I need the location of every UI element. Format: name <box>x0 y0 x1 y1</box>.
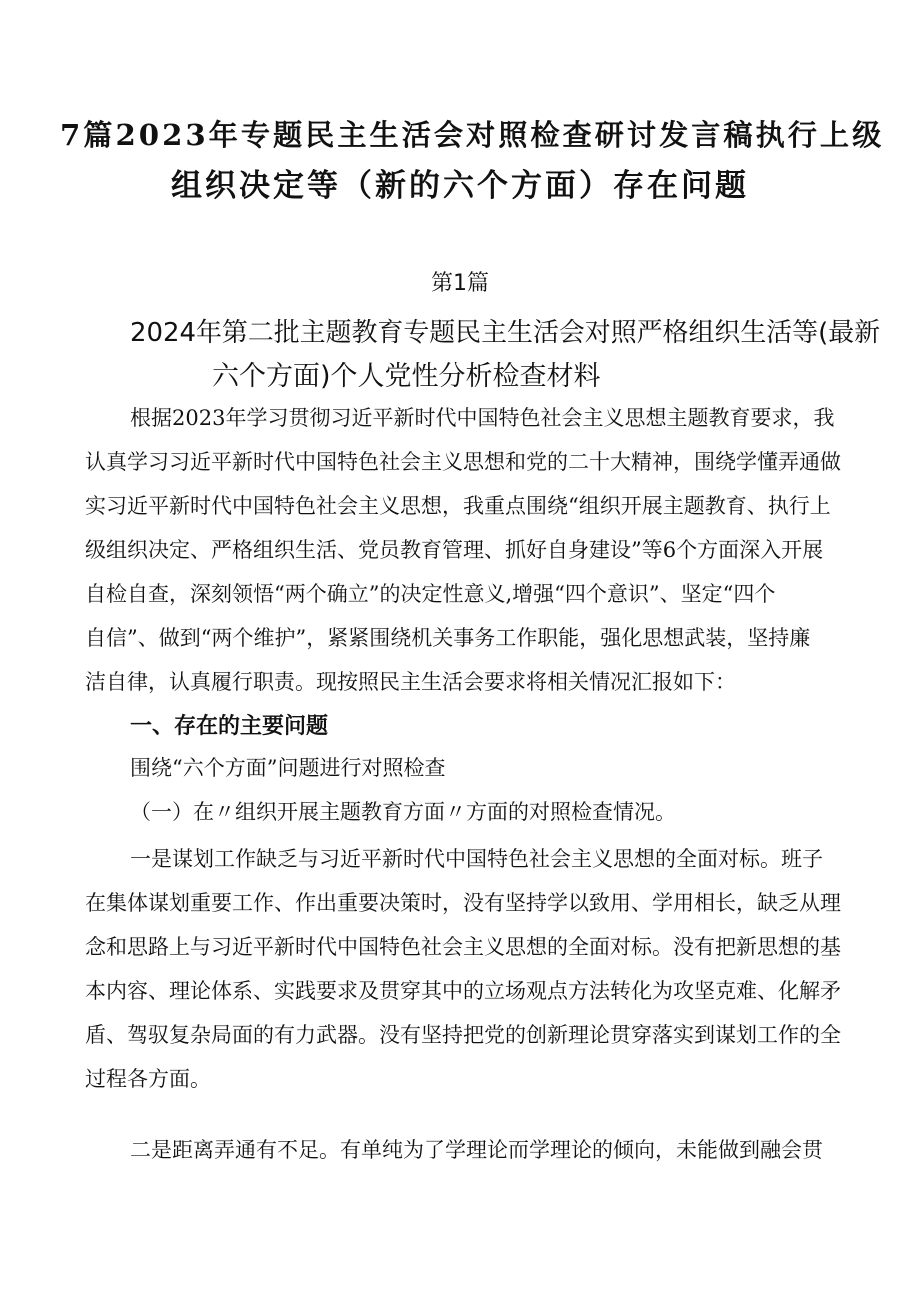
paragraph-line: 在集体谋划重要工作、作出重要决策时，没有坚持学以致用、学用相长，缺乏从理 <box>85 891 841 915</box>
part-label: 第1篇 <box>431 271 489 296</box>
paragraph-line: 本内容、理论体系、实践要求及贯穿其中的立场观点方法转化为攻坚克难、化解矛 <box>85 979 841 1003</box>
paragraph-line: 念和思路上与习近平新时代中国特色社会主义思想的全面对标。没有把新思想的基 <box>85 935 841 959</box>
paragraph-line: 二是距离弄通有不足。有单纯为了学理论而学理论的倾向，未能做到融会贯 <box>130 1138 823 1162</box>
intro-line: 实习近平新时代中国特色社会主义思想，我重点围绕“组织开展主题教育、执行上 <box>85 494 831 518</box>
intro-line: 自检自查，深刻领悟“两个确立”的决定性意义,增强“四个意识”、坚定“四个 <box>85 582 776 606</box>
intro-line: 洁自律，认真履行职责。现按照民主生活会要求将相关情况汇报如下： <box>85 670 736 694</box>
paragraph-line: 过程各方面。 <box>85 1067 211 1091</box>
paragraph-line: 盾、驾驭复杂局面的有力武器。没有坚持把党的创新理论贯穿落实到谋划工作的全 <box>85 1023 841 1047</box>
section-intro: 围绕“六个方面”问题进行对照检查 <box>130 756 446 780</box>
intro-line: 级组织决定、严格组织生活、党员教育管理、抓好自身建设”等6个方面深入开展 <box>85 538 824 562</box>
paragraph-line: 一是谋划工作缺乏与习近平新时代中国特色社会主义思想的全面对标。班子 <box>130 847 823 871</box>
article-heading-line-2: 六个方面)个人党性分析检查材料 <box>212 361 601 392</box>
intro-line: 认真学习习近平新时代中国特色社会主义思想和党的二十大精神，围绕学懂弄通做 <box>85 450 841 474</box>
subsection-title: （一）在〃组织开展主题教育方面〃方面的对照检查情况。 <box>130 800 676 824</box>
section-title: 一、存在的主要问题 <box>130 714 329 739</box>
intro-line: 根据2023年学习贯彻习近平新时代中国特色社会主义思想主题教育要求，我 <box>130 406 835 430</box>
document-title-line-2: 组织决定等（新的六个方面）存在问题 <box>171 168 749 204</box>
intro-line: 自信”、做到“两个维护”，紧紧围绕机关事务工作职能，强化思想武装，坚持廉 <box>85 626 811 650</box>
document-title-line-1: 7篇2023年专题民主生活会对照检查研讨发言稿执行上级 <box>60 118 885 152</box>
article-heading-line-1: 2024年第二批主题教育专题民主生活会对照严格组织生活等(最新 <box>130 318 881 348</box>
